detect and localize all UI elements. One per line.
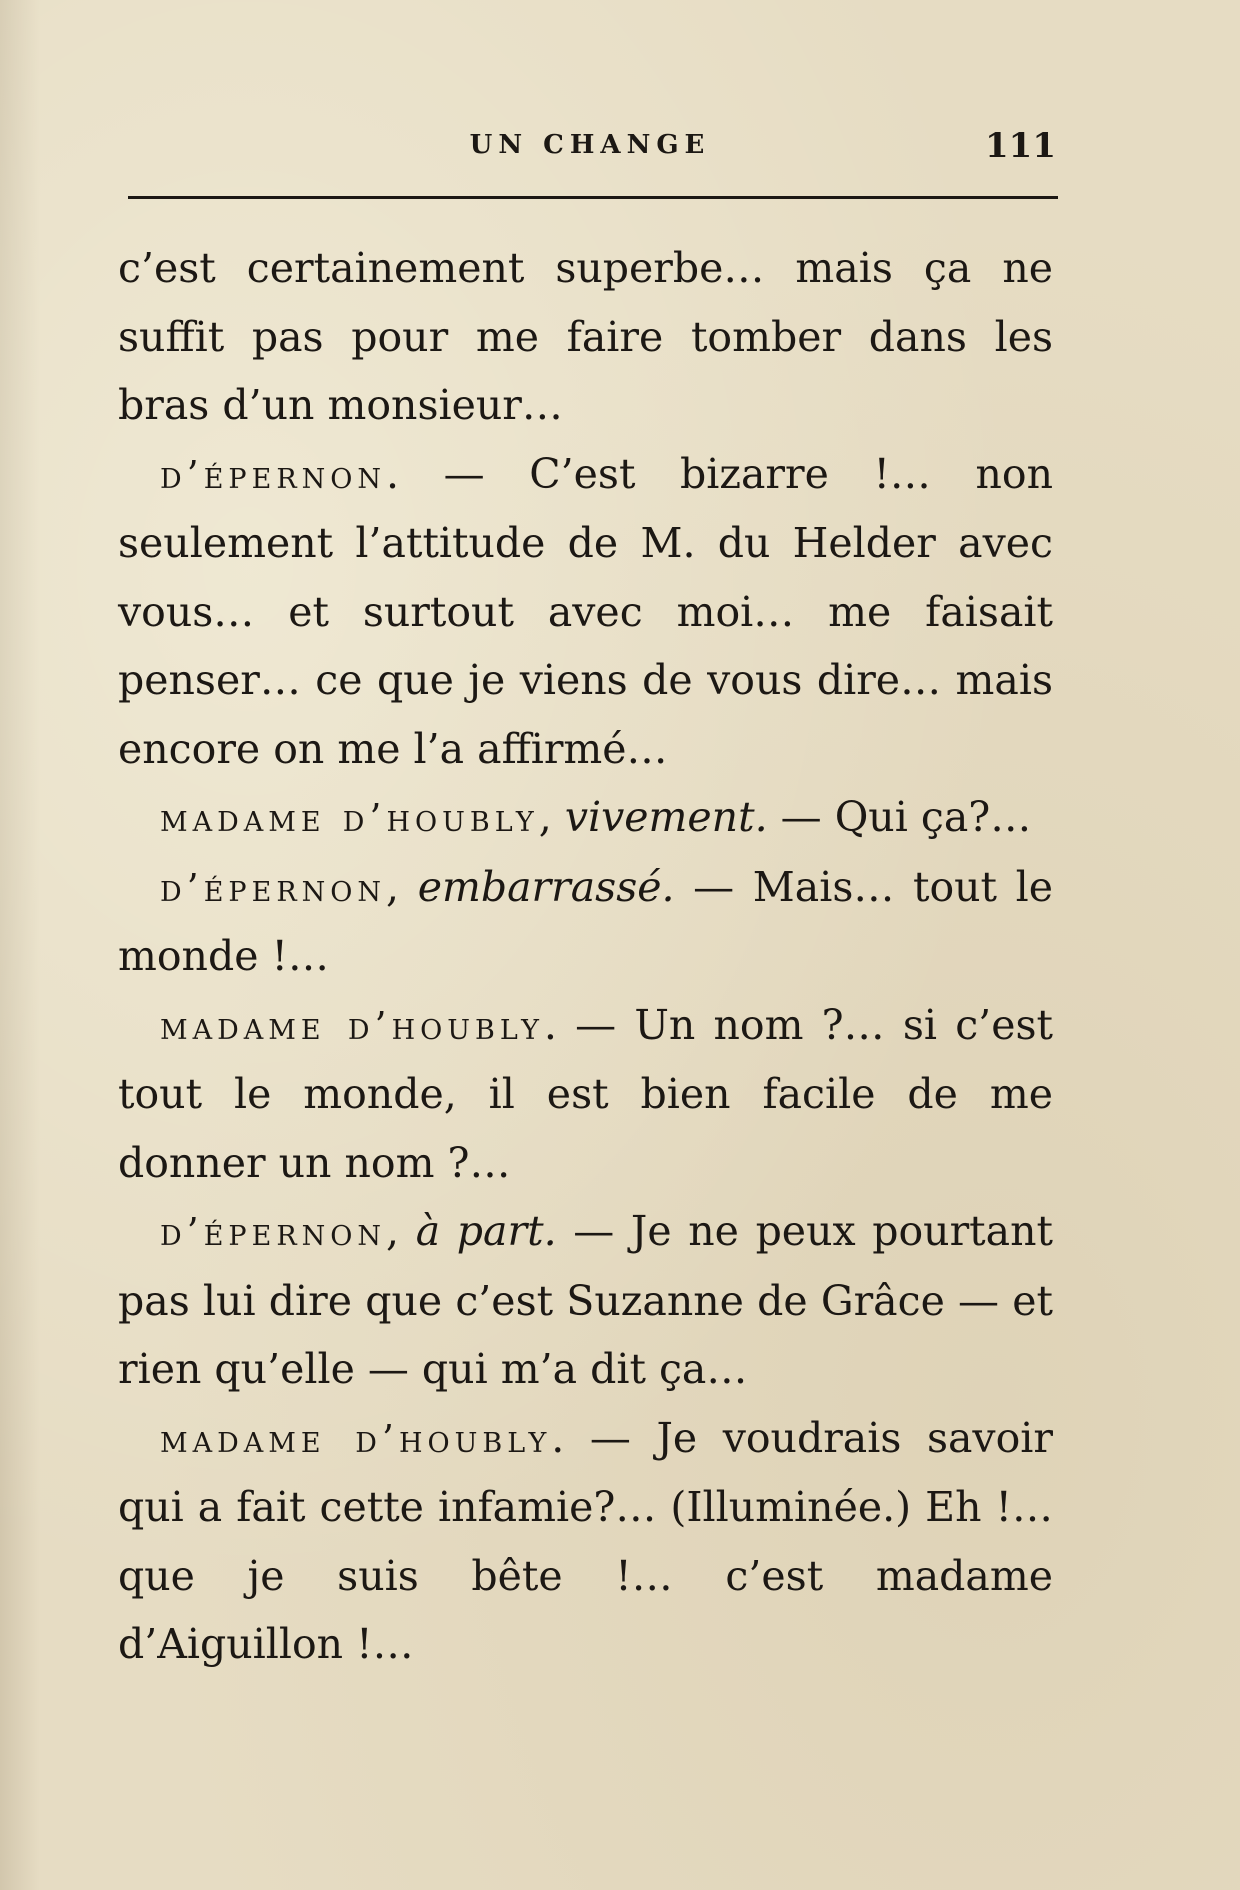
paragraph-continuation <box>118 234 1053 440</box>
stage-direction: à part. <box>415 1207 557 1255</box>
speaker-punctuation: . — <box>551 1413 657 1462</box>
speaker-punctuation: , <box>386 862 418 911</box>
direction-punctuation: — <box>674 862 753 911</box>
speaker-punctuation: . — <box>543 1000 635 1049</box>
speaker-punctuation: . — <box>386 449 530 498</box>
speech-paragraph <box>118 991 1053 1198</box>
speech-paragraph <box>118 1197 1053 1404</box>
speaker-name: d’épernon <box>160 865 387 910</box>
stage-direction: embarrassé. <box>417 862 675 911</box>
direction-punctuation: — <box>767 793 835 841</box>
speech-text: Un nom ?… si c’est tout le monde, il est bien facile de me donner un nom ?… <box>118 1000 1053 1187</box>
speech-paragraph <box>118 1404 1053 1679</box>
speech-paragraph <box>118 853 1053 991</box>
speaker-punctuation: , <box>538 793 565 841</box>
header-rule <box>128 196 1058 199</box>
speech-paragraph <box>118 783 1053 853</box>
speech-text: Je ne peux pourtant pas lui dire que c’est Suzanne de Grâce — et rien qu’elle — qui m’a dit ça… <box>118 1207 1053 1393</box>
speaker-punctuation: , <box>386 1207 416 1255</box>
running-title: UN CHANGE <box>469 130 711 160</box>
direction-punctuation: — <box>556 1207 631 1255</box>
speech-text: Je voudrais savoir qui a fait cette infamie?… (Illuminée.) Eh !… que je suis bête !… c’est madame d’Aiguillon !… <box>118 1413 1053 1668</box>
speech-text: Qui ça?… <box>834 793 1032 841</box>
running-head <box>122 126 1058 166</box>
speaker-name: d’épernon <box>160 1210 387 1254</box>
speaker-name: madame d’houbly <box>160 1416 552 1461</box>
page-number: 111 <box>985 126 1056 166</box>
body-text <box>118 234 1053 1679</box>
speech-paragraph <box>118 440 1053 784</box>
speaker-name: madame d’houbly <box>160 1003 544 1048</box>
paragraph-text: c’est certainement superbe… mais ça ne suffit pas pour me faire tomber dans les bras d’un monsieur… <box>118 244 1053 429</box>
stage-direction: vivement. <box>564 793 768 841</box>
speech-text: C’est bizarre !… non seulement l’attitude de M. du Helder avec vous… et surtout avec moi… me faisait penser… ce que je viens de vous dire… mais encore on me l’a affirmé… <box>118 449 1053 773</box>
speech-text: Mais… tout le monde !… <box>118 862 1053 980</box>
speaker-name: d’épernon <box>160 452 387 497</box>
speaker-name: madame d’houbly <box>160 796 539 840</box>
